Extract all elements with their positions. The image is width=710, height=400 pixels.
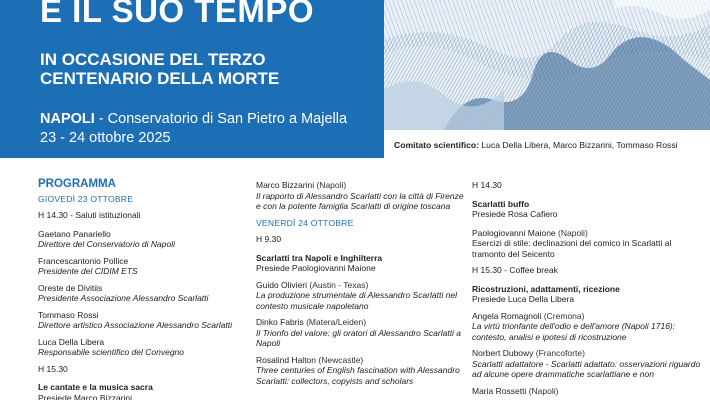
program-column-2 xyxy=(256,180,466,392)
session-chair: Presiede Marco Bizzarini xyxy=(38,392,133,400)
speaker-entry xyxy=(38,283,243,304)
talk-title: Il rapporto di Alessandro Scarlatti con la città di Firenze e con la potente famiglia Scarlatti di origine toscana xyxy=(256,190,464,211)
talk-speaker: Angela Romagnoli xyxy=(472,310,542,321)
talk-entry xyxy=(472,228,702,260)
speaker-name: Gaetano Panariello xyxy=(38,228,111,239)
talk-entry xyxy=(472,348,702,380)
time-slot: H 15.30 xyxy=(38,363,68,374)
talk-title: La produzione strumentale di Alessandro Scarlatti nel contesto musicale napoletano xyxy=(256,290,457,311)
day-heading-friday: VENERDÌ 24 OTTOBRE xyxy=(256,217,354,228)
talk-entry xyxy=(256,180,466,212)
event-venue: - Conservatorio di San Pietro a Majella xyxy=(94,111,348,127)
session-title: Le cantate e la musica sacra xyxy=(38,382,153,392)
speaker-entry xyxy=(38,229,243,250)
talk-location: (Francoforte) xyxy=(533,348,585,358)
program-column-1 xyxy=(38,178,243,400)
session-chair: Presiede Rosa Cafiero xyxy=(472,209,558,219)
time-slot: H 9.30 xyxy=(256,234,282,244)
event-city: NAPOLI xyxy=(40,111,95,127)
session-title: Scarlatti tra Napoli e Inghilterra xyxy=(256,252,383,263)
speaker-name: Francescantonio Pollice xyxy=(38,255,129,266)
talk-title: Scarlatti adattatore - Scarlatti adattato: osservazioni riguardo ad alcune opere drammatiche scarlattiane e non xyxy=(472,358,701,379)
talk-speaker: Maria Rossetti xyxy=(472,385,527,396)
page-title: E IL SUO TEMPO xyxy=(40,0,315,29)
session-title: Ricostruzioni, adattamenti, ricezione xyxy=(472,283,620,294)
session-title: Scarlatti buffo xyxy=(472,198,530,209)
talk-speaker: Paologiovanni Maione xyxy=(472,227,556,238)
engraving-illustration-svg xyxy=(384,0,710,130)
speaker-role: Direttore artistico Associazione Alessandro Scarlatti xyxy=(38,320,233,330)
talk-title: Il Trionfo del valore: gli oratori di Alessandro Scarlatti a Napoli xyxy=(256,327,462,348)
speaker-role: Direttore del Conservatorio di Napoli xyxy=(38,239,176,249)
speaker-entry xyxy=(38,310,243,331)
header-banner xyxy=(0,0,384,158)
speaker-entry xyxy=(38,256,243,277)
talk-speaker: Rosalind Halton xyxy=(256,354,317,365)
talk-entry xyxy=(256,280,466,312)
talk-entry xyxy=(472,311,702,343)
talk-speaker: Norbert Dubowy xyxy=(472,348,534,358)
time-slot: H 14.30 xyxy=(472,180,502,190)
speaker-name: Oreste de Divitiis xyxy=(38,282,103,293)
talk-title: La virtù trionfante dell'odio e dell'amore (Napoli 1716): contesto, analisi e ipotesi di ricostruzione xyxy=(472,321,676,342)
speaker-role: Presidente Associazione Alessandro Scarlatti xyxy=(38,293,209,303)
page-subtitle xyxy=(40,50,279,88)
program-heading: PROGRAMMA xyxy=(38,178,116,190)
talk-speaker: Guido Olivieri xyxy=(256,279,308,290)
talk-speaker: Dinko Fabris xyxy=(256,317,304,327)
talk-entry xyxy=(256,355,466,387)
program-column-3 xyxy=(472,180,702,400)
session-chair: Presiede Luca Della Libera xyxy=(472,294,575,304)
talk-location: (Napoli) xyxy=(526,385,559,396)
event-dates: 23 - 24 ottobre 2025 xyxy=(40,130,171,146)
talk-speaker: Marco Bizzarini xyxy=(256,180,315,190)
speaker-entry xyxy=(38,337,243,358)
committee-names: Luca Della Libera, Marco Bizzarini, Tommaso Rossi xyxy=(479,140,678,150)
talk-location: (Napoli) xyxy=(555,227,588,238)
speaker-name: Luca Della Libera xyxy=(38,336,105,347)
event-location xyxy=(40,110,347,148)
talk-location: (Cremona) xyxy=(541,310,585,321)
engraving-illustration xyxy=(384,0,710,130)
talk-title: Three centuries of English fascination with Alessandro Scarlatti: collectors, copyists and scholars xyxy=(256,365,460,386)
talk-entry xyxy=(256,317,466,349)
time-slot: H 14.30 - Saluti istituzionali xyxy=(38,210,141,220)
subtitle-line-2: CENTENARIO DELLA MORTE xyxy=(40,69,280,88)
talk-location: (Austin - Texas) xyxy=(307,279,369,290)
talk-location: (Napoli) xyxy=(314,180,347,190)
talk-title: Esercizi di stile: declinazioni del comico in Scarlatti al tramonto del Seicento xyxy=(472,238,672,259)
session-chair: Presiede Paologiovanni Maione xyxy=(256,263,376,273)
time-slot: H 15.30 - Coffee break xyxy=(472,265,558,275)
talk-location: (Newcastle) xyxy=(316,354,364,365)
speaker-role: Presidente del CIDIM ETS xyxy=(38,266,138,276)
committee-label: Comitato scientifico: xyxy=(394,140,479,150)
talk-entry xyxy=(472,386,702,397)
speaker-name: Tommaso Rossi xyxy=(38,309,99,320)
day-heading-thursday: GIOVEDÌ 23 OTTOBRE xyxy=(38,193,134,204)
talk-location: (Matera/Leiden) xyxy=(303,317,367,327)
scientific-committee xyxy=(394,140,678,150)
speaker-role: Responsabile scientifico del Convegno xyxy=(38,347,185,357)
subtitle-line-1: IN OCCASIONE DEL TERZO xyxy=(40,50,266,69)
